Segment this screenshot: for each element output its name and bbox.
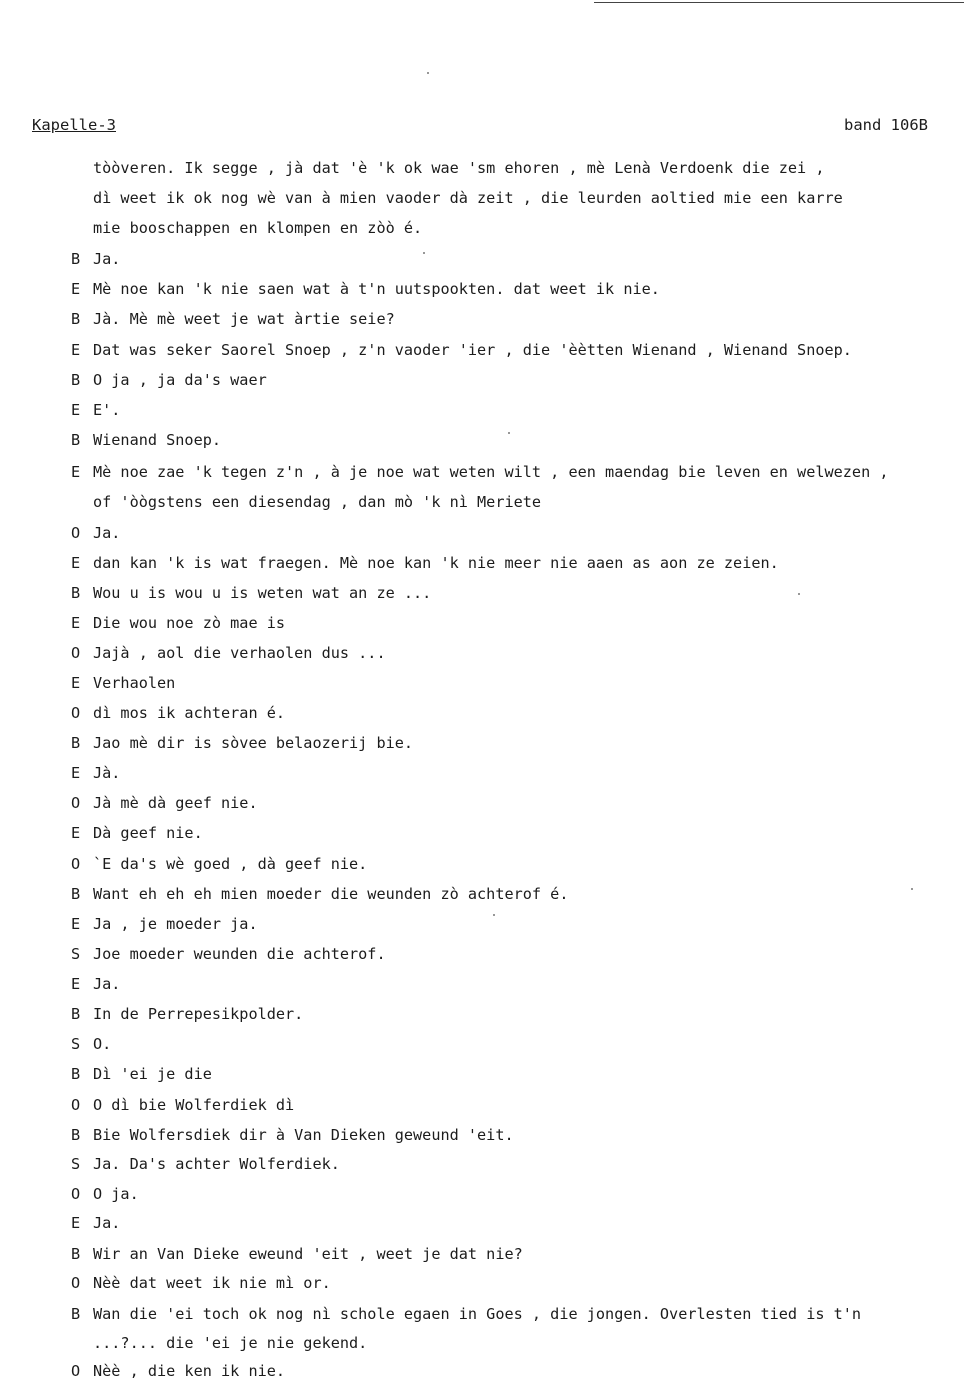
speaker-label: S	[71, 1035, 81, 1053]
line-text: Bie Wolfersdiek dir à Van Dieken geweund 'eit.	[93, 1126, 514, 1144]
line-text: Jà.	[93, 764, 121, 782]
line-text: tòòveren. Ik segge , jà dat 'è 'k ok wae 'sm ehoren , mè Lenà Verdoenk die zei ,	[93, 159, 825, 177]
line-text: `E da's wè goed , dà geef nie.	[93, 855, 368, 873]
line-text: Joe moeder weunden die achterof.	[93, 945, 386, 963]
scan-speck	[427, 72, 429, 74]
line-text: Jà mè dà geef nie.	[93, 794, 258, 812]
line-text: In de Perrepesikpolder.	[93, 1005, 304, 1023]
line-text: Ja.	[93, 524, 121, 542]
speaker-label: E	[71, 764, 81, 782]
line-text: Verhaolen	[93, 674, 176, 692]
speaker-label: B	[71, 310, 81, 328]
line-text: dan kan 'k is wat fraegen. Mè noe kan 'k nie meer nie aaen as aon ze zeien.	[93, 554, 779, 572]
line-text: Want eh eh eh mien moeder die weunden zò achterof é.	[93, 885, 569, 903]
line-text: E'.	[93, 401, 121, 419]
line-text: Wou u is wou u is weten wat an ze ...	[93, 584, 432, 602]
speaker-label: B	[71, 1245, 81, 1263]
line-text: Jao mè dir is sòvee belaozerij bie.	[93, 734, 414, 752]
scan-speck	[798, 593, 800, 595]
speaker-label: E	[71, 463, 81, 481]
line-text: Nèè , die ken ik nie.	[93, 1362, 286, 1380]
line-text: O ja , ja da's waer	[93, 371, 267, 389]
line-text: Wir an Van Dieke eweund 'eit , weet je dat nie?	[93, 1245, 523, 1263]
speaker-label: O	[71, 644, 81, 662]
speaker-label: E	[71, 1214, 81, 1232]
speaker-label: O	[71, 704, 81, 722]
line-text: Mè noe zae 'k tegen z'n , à je noe wat weten wilt , een maendag bie leven en welwezen ,	[93, 463, 889, 481]
speaker-label: O	[71, 524, 81, 542]
line-text: Jà. Mè mè weet je wat àrtie seie?	[93, 310, 395, 328]
speaker-label: E	[71, 554, 81, 572]
speaker-label: S	[71, 945, 81, 963]
speaker-label: B	[71, 885, 81, 903]
speaker-label: E	[71, 915, 81, 933]
line-text: Mè noe kan 'k nie saen wat à t'n uutspookten. dat weet ik nie.	[93, 280, 660, 298]
speaker-label: S	[71, 1155, 81, 1173]
line-text: O ja.	[93, 1185, 139, 1203]
speaker-label: O	[71, 1362, 81, 1380]
line-text: dì mos ik achteran é.	[93, 704, 286, 722]
speaker-label: O	[71, 855, 81, 873]
speaker-label: B	[71, 734, 81, 752]
speaker-label: O	[71, 1185, 81, 1203]
scan-speck	[423, 252, 425, 254]
speaker-label: O	[71, 1096, 81, 1114]
tape-label: band 106B	[844, 116, 928, 134]
speaker-label: E	[71, 824, 81, 842]
scan-speck	[911, 888, 913, 890]
line-text: Wienand Snoep.	[93, 431, 222, 449]
line-text: Die wou noe zò mae is	[93, 614, 286, 632]
line-text: Ja , je moeder ja.	[93, 915, 258, 933]
speaker-label: B	[71, 584, 81, 602]
speaker-label: B	[71, 250, 81, 268]
line-text: Dat was seker Saorel Snoep , z'n vaoder 'ier , die 'èètten Wienand , Wienand Snoep.	[93, 341, 852, 359]
line-text: Wan die 'ei toch ok nog nì schole egaen in Goes , die jongen. Overlesten tied is t'n	[93, 1305, 862, 1323]
line-text: Ja.	[93, 1214, 121, 1232]
line-text: dì weet ik ok nog wè van à mien vaoder dà zeit , die leurden aoltied mie een karre	[93, 189, 843, 207]
speaker-label: B	[71, 1065, 81, 1083]
speaker-label: B	[71, 371, 81, 389]
line-text: Nèè dat weet ik nie mì or.	[93, 1274, 331, 1292]
line-text: mie booschappen en klompen en zòò é.	[93, 219, 423, 237]
speaker-label: E	[71, 401, 81, 419]
scan-speck	[493, 914, 495, 916]
line-text: Ja.	[93, 250, 121, 268]
line-text: O.	[93, 1035, 112, 1053]
speaker-label: O	[71, 794, 81, 812]
line-text: Dà geef nie.	[93, 824, 203, 842]
line-text: Dì 'ei je die	[93, 1065, 212, 1083]
document-title: Kapelle-3	[32, 116, 116, 134]
line-text: ...?... die 'ei je nie gekend.	[93, 1334, 368, 1352]
line-text: Jajà , aol die verhaolen dus ...	[93, 644, 386, 662]
speaker-label: E	[71, 280, 81, 298]
speaker-label: E	[71, 975, 81, 993]
scan-speck	[508, 432, 510, 434]
speaker-label: B	[71, 431, 81, 449]
line-text: Ja.	[93, 975, 121, 993]
speaker-label: E	[71, 674, 81, 692]
line-text: O dì bie Wolferdiek dì	[93, 1096, 295, 1114]
speaker-label: O	[71, 1274, 81, 1292]
line-text: of 'òògstens een diesendag , dan mò 'k nì Meriete	[93, 493, 542, 511]
speaker-label: B	[71, 1126, 81, 1144]
speaker-label: E	[71, 614, 81, 632]
speaker-label: B	[71, 1005, 81, 1023]
speaker-label: E	[71, 341, 81, 359]
speaker-label: B	[71, 1305, 81, 1323]
line-text: Ja. Da's achter Wolferdiek.	[93, 1155, 340, 1173]
